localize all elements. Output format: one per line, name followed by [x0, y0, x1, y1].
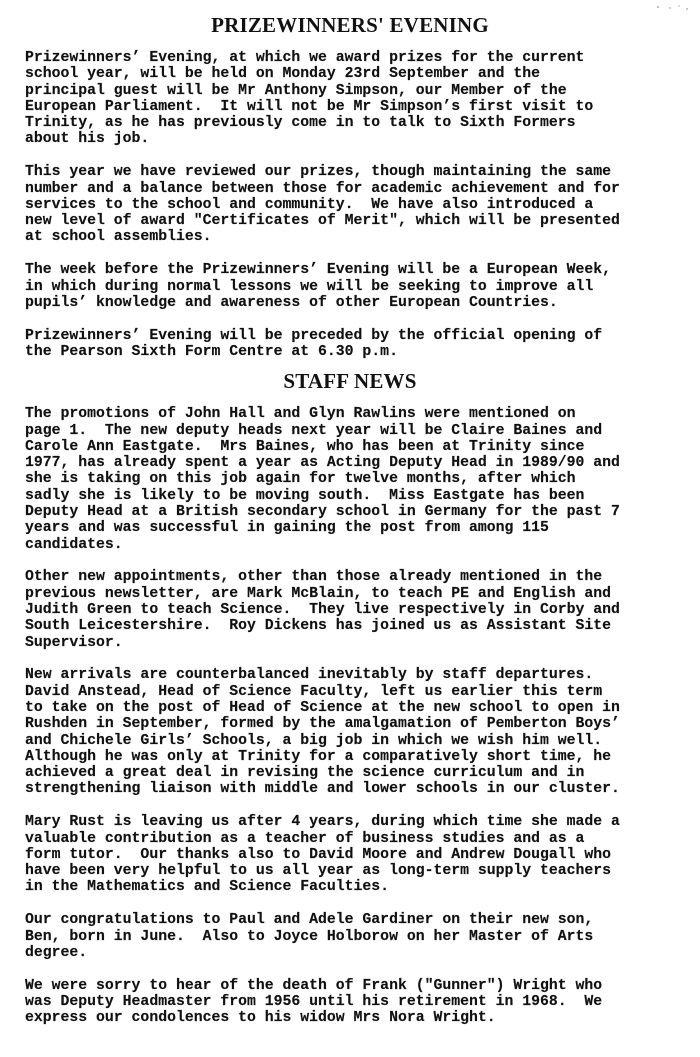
paragraph-prizewinners-intro: Prizewinners’ Evening, at which we award prizes for the current school year, will be held on Monday 23rd September and the principal guest will be Mr Anthony Simpson, our Member of the European Parliament. It will not be Mr Simpson’s first visit to Trinity, as he has previously come in to talk to Sixth Formers about his job. — [25, 50, 594, 148]
paragraph-prizes-review: This year we have reviewed our prizes, though maintaining the same number and a balance between those for academic achievement and for services to the school and community. We have also introduced a new level of award "Certificates of Merit", which will be presented at school assemblies. — [25, 164, 620, 246]
paragraph-congratulations: Our congratulations to Paul and Adele Gardiner on their new son, Ben, born in June. Also to Joyce Holborow on her Master of Arts degree. — [25, 912, 594, 961]
paragraph-sixth-form-opening: Prizewinners’ Evening will be preceded by the official opening of the Pearson Sixth Form Centre at 6.30 p.m. — [25, 327, 603, 360]
paragraph-new-appointments: Other new appointments, other than those already mentioned in the previous newsletter, are Mark McBlain, to teach PE and English and Judith Green to teach Science. They live respectively in Corby and South Leicestershire. Roy Dickens has joined us as Assistant Site Supervisor. — [25, 569, 620, 651]
paragraph-staff-departures: New arrivals are counterbalanced inevitably by staff departures. David Anstead, Head of Science Faculty, left us earlier this term to take on the post of Head of Science at the new school to open in Rushden in September, formed by the amalgamation of Pemberton Boys’ and Chichele Girls’ Schools, a big job in which we wish him well. Although he was only at Trinity for a comparatively short time, he achieved a great deal in revising the science curriculum and in strengthening liaison with middle and lower schools in our cluster. — [25, 667, 620, 798]
section-heading-prizewinners: PRIZEWINNERS' EVENING — [211, 13, 489, 37]
scan-speck-marks — [652, 3, 692, 11]
paragraph-mary-rust: Mary Rust is leaving us after 4 years, during which time she made a valuable contribution as a teacher of business studies and as a form tutor. Our thanks also to David Moore and Andrew Dougall who have been very helpful to us all year as long-term supply teachers in the Mathematics and Science Faculties. — [25, 814, 620, 896]
paragraph-condolences: We were sorry to hear of the death of Frank ("Gunner") Wright who was Deputy Headmaster from 1956 until his retirement in 1968. We express our condolences to his widow Mrs Nora Wright. — [25, 977, 603, 1027]
section-heading-staff-news: STAFF NEWS — [283, 369, 417, 394]
paragraph-promotions: The promotions of John Hall and Glyn Rawlins were mentioned on page 1. The new deputy heads next year will be Claire Baines and Carole Ann Eastgate. Mrs Baines, who has been at Trinity since 1977, has already spent a year as Acting Deputy Head in 1989/90 and she is taking on this job again for twelve months, after which sadly she is likely to be moving south. Miss Eastgate has been Deputy Head at a British secondary school in Germany for the past 7 years and was successful in gaining the post from among 115 candidates. — [25, 406, 620, 553]
paragraph-european-week: The week before the Prizewinners’ Evening will be a European Week, in which during normal lessons we will be seeking to improve all pupils’ knowledge and awareness of other European Countries. — [25, 262, 612, 311]
